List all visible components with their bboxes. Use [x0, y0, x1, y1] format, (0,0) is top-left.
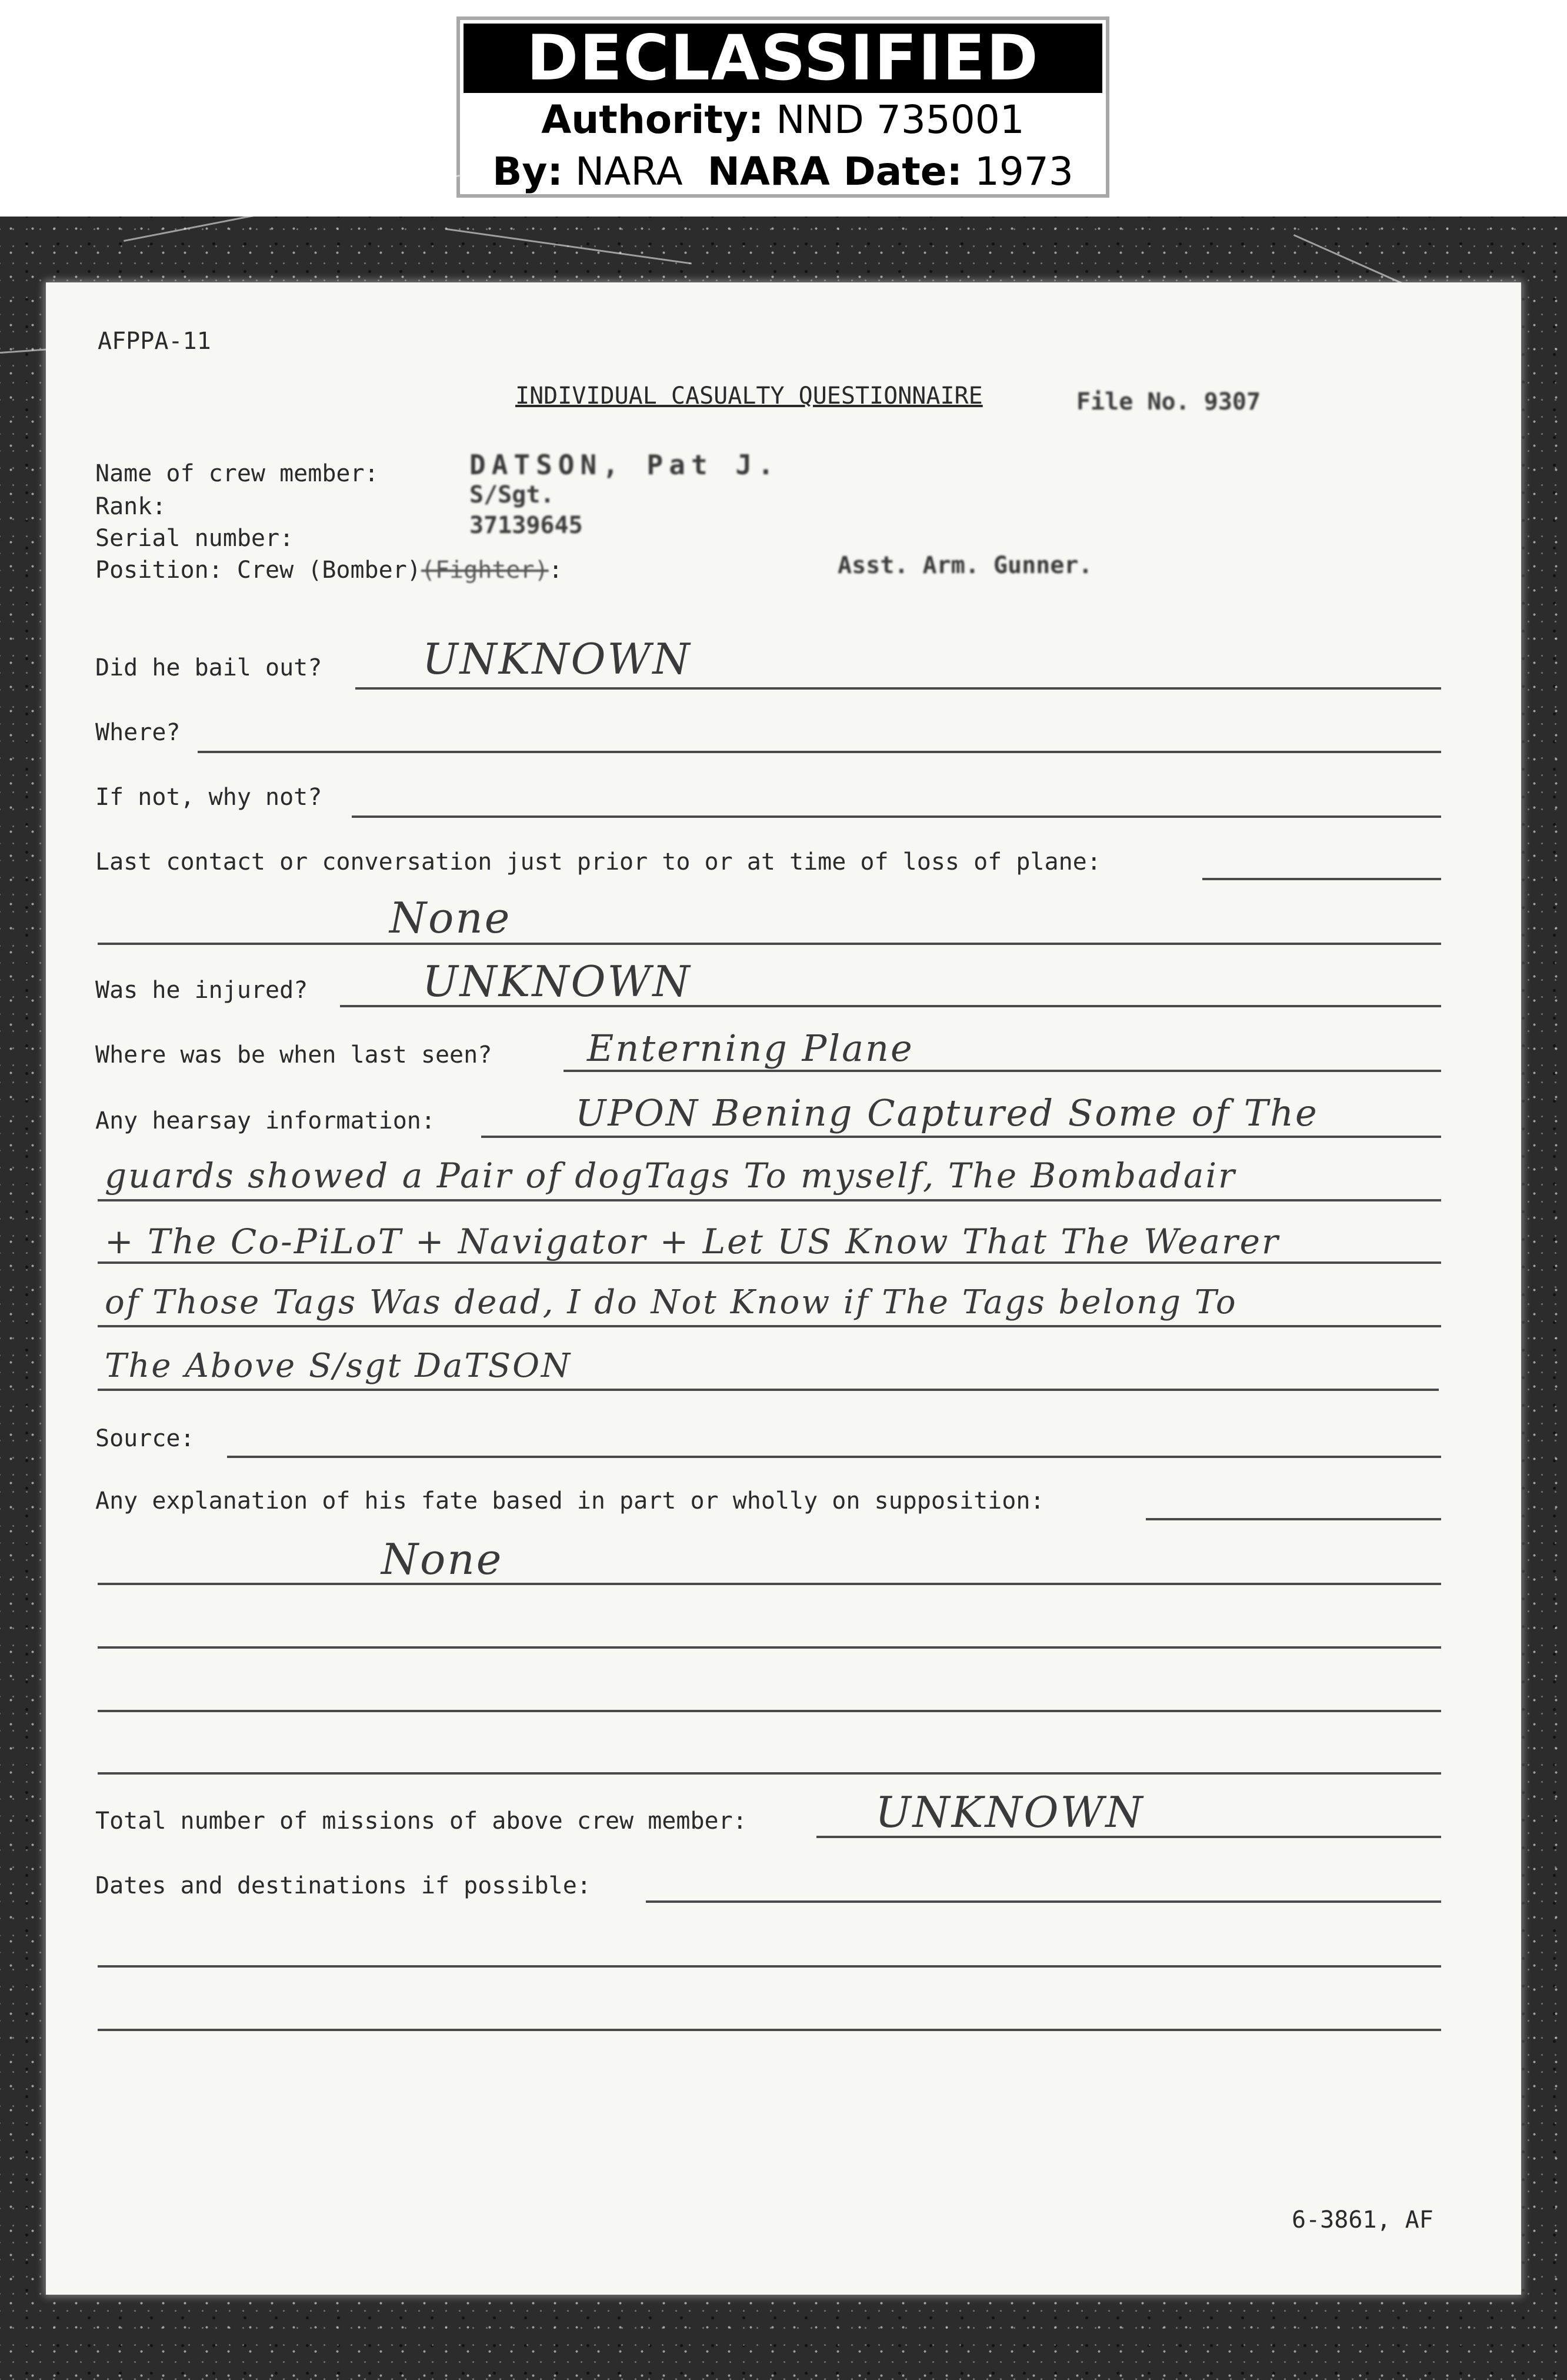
stamp-authority-value: NND 735001	[776, 97, 1025, 142]
ifnot-line	[352, 815, 1441, 818]
rank-value: S/Sgt.	[469, 481, 555, 508]
hearsay-line-2: guards showed a Pair of dogTags To myself, The Bombadair	[105, 1156, 1236, 1196]
hearsay-rule-4	[98, 1325, 1441, 1327]
form-code: AFPPA-11	[98, 328, 211, 355]
explanation-line-2	[98, 1583, 1441, 1585]
dates-line-2	[98, 1965, 1441, 1968]
ifnot-label: If not, why not?	[95, 784, 322, 811]
rank-label: Rank:	[95, 493, 166, 520]
stamp-authority-line	[460, 96, 1106, 144]
declassified-stamp	[456, 16, 1109, 198]
footer-form-code: 6-3861, AF	[1292, 2206, 1433, 2233]
scratch-mark	[447, 228, 692, 264]
hearsay-line-4: of Those Tags Was dead, I do Not Know if The Tags belong To	[105, 1283, 1238, 1322]
stamp-by-line	[460, 148, 1106, 195]
position-struck-text: (Fighter)	[421, 557, 549, 584]
dates-line	[646, 1900, 1441, 1903]
source-label: Source:	[95, 1425, 195, 1452]
questionnaire-page	[46, 282, 1521, 2295]
dates-line-3	[98, 2029, 1441, 2031]
position-value: Asst. Arm. Gunner.	[838, 552, 1093, 579]
hearsay-rule-2	[98, 1199, 1441, 1201]
hearsay-line-1: UPON Bening Captured Some of The	[575, 1091, 1319, 1134]
last-contact-line-2	[98, 943, 1441, 945]
file-number: File No. 9307	[1076, 388, 1261, 415]
serial-value: 37139645	[469, 512, 583, 539]
where-label: Where?	[95, 719, 181, 746]
hearsay-rule-1	[481, 1136, 1441, 1138]
last-seen-line	[564, 1070, 1441, 1072]
last-contact-line	[1202, 878, 1441, 880]
explanation-line-3	[98, 1646, 1441, 1649]
stamp-date-value: 1973	[974, 149, 1073, 194]
position-label	[95, 555, 563, 585]
hearsay-line-5: The Above S/sgt DaTSON	[105, 1347, 572, 1385]
last-seen-label: Where was be when last seen?	[95, 1041, 492, 1068]
explanation-line-4	[98, 1710, 1441, 1712]
scratch-mark	[124, 171, 482, 242]
stamp-by-label: By:	[492, 149, 563, 194]
injured-answer: UNKNOWN	[422, 957, 692, 1006]
position-colon: :	[548, 557, 563, 584]
hearsay-rule-3	[98, 1261, 1441, 1264]
hearsay-rule-5	[98, 1389, 1439, 1391]
hearsay-line-3: + The Co-PiLoT + Navigator + Let US Know That The Wearer	[105, 1221, 1280, 1261]
bail-line	[355, 687, 1441, 690]
last-contact-label: Last contact or conversation just prior to or at time of loss of plane:	[95, 848, 1101, 876]
bail-answer: UNKNOWN	[422, 634, 692, 684]
stamp-authority-label: Authority:	[541, 97, 764, 142]
explanation-line	[1146, 1518, 1441, 1520]
stamp-by-value: NARA	[575, 149, 683, 194]
serial-label: Serial number:	[95, 525, 294, 552]
where-line	[198, 751, 1441, 753]
stamp-date-label: NARA Date:	[707, 149, 962, 194]
explanation-answer: None	[381, 1534, 504, 1584]
bail-label: Did he bail out?	[95, 654, 322, 681]
form-title: INDIVIDUAL CASUALTY QUESTIONNAIRE	[515, 382, 983, 410]
source-line	[227, 1456, 1441, 1458]
missions-line	[816, 1836, 1441, 1838]
explanation-line-5	[98, 1772, 1441, 1775]
missions-label: Total number of missions of above crew member:	[95, 1808, 747, 1835]
injured-line	[340, 1005, 1441, 1007]
explanation-label: Any explanation of his fate based in part or wholly on supposition:	[95, 1487, 1045, 1514]
dates-label: Dates and destinations if possible:	[95, 1872, 591, 1899]
missions-answer: UNKNOWN	[875, 1788, 1145, 1837]
last-seen-answer: Enterning Plane	[587, 1027, 914, 1070]
injured-label: Was he injured?	[95, 977, 308, 1004]
last-contact-answer: None	[389, 893, 512, 943]
stamp-title: DECLASSIFIED	[464, 24, 1102, 93]
name-label: Name of crew member:	[95, 460, 379, 487]
position-label-text: Position: Crew (Bomber)	[95, 557, 421, 584]
name-value: DATSON, Pat J.	[469, 449, 780, 481]
hearsay-label: Any hearsay information:	[95, 1107, 435, 1134]
